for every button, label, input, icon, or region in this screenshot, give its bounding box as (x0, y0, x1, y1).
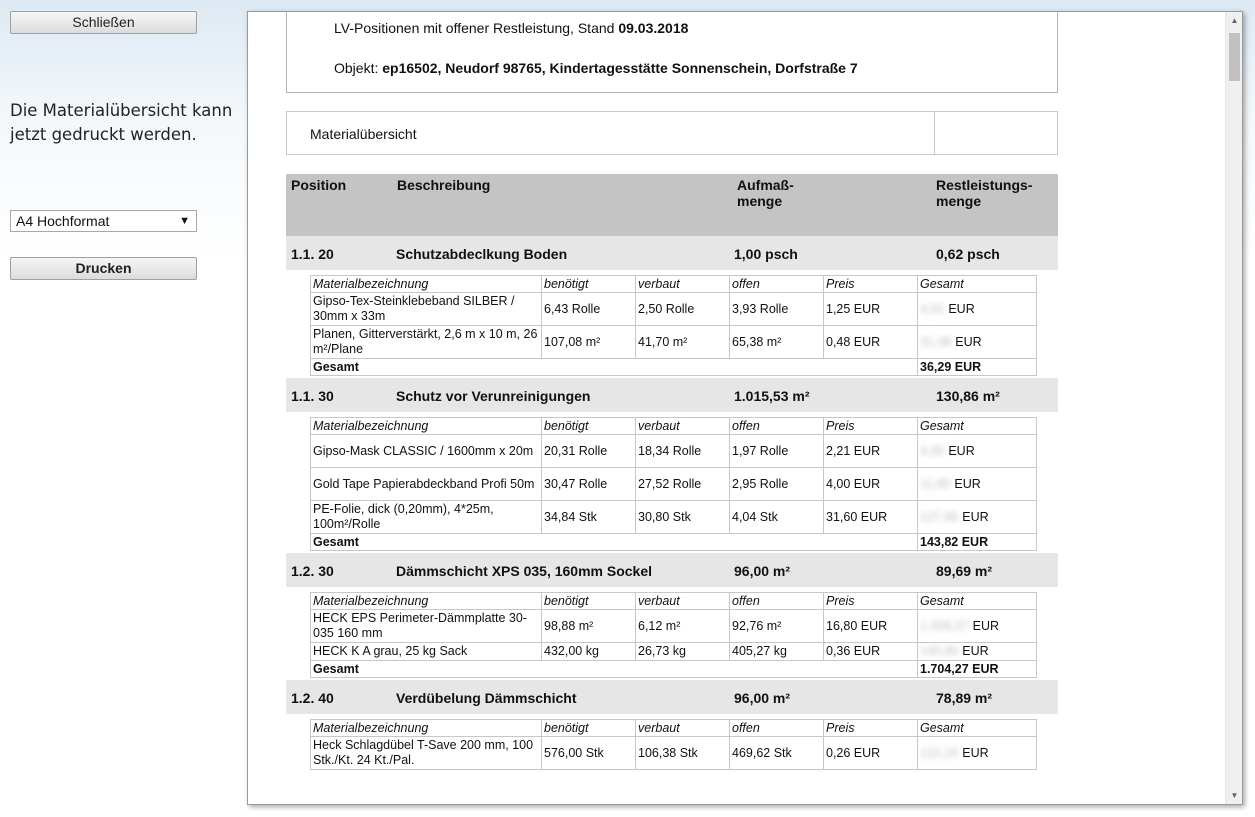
position-restleistung: 89,69 m² (936, 563, 993, 579)
material-header-row (311, 418, 1037, 435)
material-needed: 6,43 Rolle (542, 293, 636, 326)
total-label: Gesamt (311, 359, 918, 376)
col-restleistung: Restleistungs- menge (936, 177, 1033, 209)
material-row (311, 643, 1037, 661)
material-table (310, 275, 1037, 376)
report-status-line (334, 20, 1057, 60)
total-value: 1.704,27 EUR (918, 661, 1037, 678)
position-aufmass: 1,00 psch (734, 246, 798, 262)
positions-table-header (286, 174, 1058, 236)
material-needed: 576,00 Stk (542, 737, 636, 770)
material-col-price: Preis (824, 720, 918, 737)
section-title: Materialübersicht (287, 112, 935, 154)
currency-label: EUR (972, 618, 1000, 633)
position-description: Schutz vor Verunreinigungen (396, 388, 591, 404)
material-open: 3,93 Rolle (730, 293, 824, 326)
material-needed: 20,31 Rolle (542, 435, 636, 468)
material-table (310, 417, 1037, 551)
currency-label: EUR (962, 509, 989, 524)
material-used: 41,70 m² (636, 326, 730, 359)
object-value: ep16502, Neudorf 98765, Kindertagesstätte Sonnenschein, Dorfstraße 7 (382, 60, 858, 76)
material-row (311, 610, 1037, 643)
position-description: Schutzabdeclkung Boden (396, 246, 568, 262)
page-format-value: A4 Hochformat (16, 213, 110, 229)
material-row (311, 737, 1037, 770)
material-needed: 30,47 Rolle (542, 468, 636, 501)
position-row (286, 236, 1058, 270)
material-col-name: Materialbezeichnung (311, 418, 542, 435)
col-description: Beschreibung (397, 177, 491, 193)
material-name: Heck Schlagdübel T-Save 200 mm, 100 Stk./Kt. 24 Kt./Pal. (311, 737, 542, 770)
position-aufmass: 1.015,53 m² (734, 388, 810, 404)
position-number: 1.1. 30 (291, 388, 334, 404)
material-name: Gipso-Mask CLASSIC / 1600mm x 20m (311, 435, 542, 468)
material-open: 1,97 Rolle (730, 435, 824, 468)
total-value: 143,82 EUR (918, 534, 1037, 551)
material-total-row (311, 534, 1037, 551)
material-table-wrap (286, 412, 1058, 553)
section-title-box (286, 111, 1058, 155)
material-used: 2,50 Rolle (636, 293, 730, 326)
scroll-down-icon[interactable]: ▼ (1230, 791, 1239, 800)
close-button[interactable]: Schließen (10, 11, 197, 34)
material-row (311, 435, 1037, 468)
material-total (918, 293, 1037, 326)
total-value: 36,29 EUR (918, 359, 1037, 376)
material-open: 92,76 m² (730, 610, 824, 643)
material-col-open: offen (730, 418, 824, 435)
material-col-price: Preis (824, 418, 918, 435)
material-col-price: Preis (824, 276, 918, 293)
material-row (311, 501, 1037, 534)
material-col-name: Materialbezeichnung (311, 593, 542, 610)
currency-label: EUR (948, 301, 975, 316)
position-restleistung: 78,89 m² (936, 690, 993, 706)
material-table-wrap (286, 270, 1058, 378)
col-position: Position (291, 177, 347, 193)
material-col-used: verbaut (636, 593, 730, 610)
currency-label: EUR (955, 334, 982, 349)
material-needed: 98,88 m² (542, 610, 636, 643)
scroll-thumb[interactable] (1229, 33, 1240, 81)
position-row (286, 553, 1058, 587)
material-col-used: verbaut (636, 720, 730, 737)
print-ready-message: Die Materialübersicht kann jetzt gedruckt werden. (10, 101, 233, 144)
material-price: 16,80 EUR (824, 610, 918, 643)
material-col-used: verbaut (636, 276, 730, 293)
object-label: Objekt: (334, 60, 379, 76)
material-total (918, 326, 1037, 359)
material-col-needed: benötigt (542, 418, 636, 435)
material-open: 65,38 m² (730, 326, 824, 359)
material-row (311, 468, 1037, 501)
report-date: 09.03.2018 (618, 20, 689, 36)
material-col-needed: benötigt (542, 593, 636, 610)
position-restleistung: 0,62 psch (936, 246, 1000, 262)
position-aufmass: 96,00 m² (734, 563, 791, 579)
material-price: 2,21 EUR (824, 435, 918, 468)
material-used: 106,38 Stk (636, 737, 730, 770)
material-col-open: offen (730, 276, 824, 293)
material-table-wrap (286, 714, 1058, 772)
material-header-row (311, 593, 1037, 610)
vertical-scrollbar[interactable] (1225, 12, 1242, 804)
report-header (286, 12, 1058, 93)
report-viewer[interactable] (247, 11, 1243, 805)
page-format-select[interactable] (10, 210, 197, 232)
material-total (918, 501, 1037, 534)
material-row (311, 293, 1037, 326)
report-status-label: LV-Positionen mit offener Restleistung, Stand (334, 20, 615, 36)
material-total (918, 737, 1037, 770)
material-header-row (311, 276, 1037, 293)
col-aufmass: Aufmaß- menge (737, 177, 794, 209)
material-total (918, 435, 1037, 468)
blurred-amount: 11,80 (920, 476, 951, 491)
material-used: 18,34 Rolle (636, 435, 730, 468)
currency-label: EUR (962, 644, 989, 658)
dropdown-arrow-icon: ▼ (179, 215, 190, 227)
scroll-up-icon[interactable]: ▲ (1230, 16, 1239, 25)
material-used: 26,73 kg (636, 643, 730, 661)
currency-label: EUR (948, 443, 975, 458)
material-name: Gipso-Tex-Steinklebeband SILBER / 30mm x 33m (311, 293, 542, 326)
position-row (286, 378, 1058, 412)
material-total-row (311, 359, 1037, 376)
material-name: HECK EPS Perimeter-Dämmplatte 30-035 160 mm (311, 610, 542, 643)
currency-label: EUR (954, 476, 981, 491)
material-col-used: verbaut (636, 418, 730, 435)
material-needed: 107,08 m² (542, 326, 636, 359)
blurred-amount: 4,91 (920, 301, 945, 316)
position-number: 1.2. 40 (291, 690, 334, 706)
material-open: 469,62 Stk (730, 737, 824, 770)
material-row (311, 326, 1037, 359)
material-used: 6,12 m² (636, 610, 730, 643)
material-total (918, 610, 1037, 643)
blurred-amount: 145,90 (920, 644, 959, 658)
material-col-open: offen (730, 720, 824, 737)
print-button[interactable]: Drucken (10, 257, 197, 280)
material-total (918, 643, 1037, 661)
material-total (918, 468, 1037, 501)
material-col-total: Gesamt (918, 593, 1037, 610)
position-aufmass: 96,00 m² (734, 690, 791, 706)
material-price: 0,48 EUR (824, 326, 918, 359)
material-open: 405,27 kg (730, 643, 824, 661)
material-col-price: Preis (824, 593, 918, 610)
material-used: 27,52 Rolle (636, 468, 730, 501)
position-description: Dämmschicht XPS 035, 160mm Sockel (396, 563, 653, 579)
blurred-amount: 122,10 (920, 745, 959, 760)
material-price: 0,36 EUR (824, 643, 918, 661)
material-open: 4,04 Stk (730, 501, 824, 534)
material-col-total: Gesamt (918, 418, 1037, 435)
material-col-total: Gesamt (918, 276, 1037, 293)
blurred-amount: 4,35 (920, 443, 945, 458)
material-price: 0,26 EUR (824, 737, 918, 770)
positions-list (286, 236, 1058, 772)
material-price: 4,00 EUR (824, 468, 918, 501)
material-price: 1,25 EUR (824, 293, 918, 326)
position-number: 1.2. 30 (291, 563, 334, 579)
position-description: Verdübelung Dämmschicht (396, 690, 577, 706)
report-object-line (334, 60, 1057, 76)
material-needed: 432,00 kg (542, 643, 636, 661)
material-open: 2,95 Rolle (730, 468, 824, 501)
material-col-total: Gesamt (918, 720, 1037, 737)
material-header-row (311, 720, 1037, 737)
material-table-wrap (286, 587, 1058, 680)
currency-label: EUR (962, 745, 989, 760)
total-label: Gesamt (311, 661, 918, 678)
material-name: Gold Tape Papierabdeckband Profi 50m (311, 468, 542, 501)
material-name: HECK K A grau, 25 kg Sack (311, 643, 542, 661)
report-page (286, 12, 1058, 772)
material-col-name: Materialbezeichnung (311, 276, 542, 293)
material-table (310, 719, 1037, 770)
total-label: Gesamt (311, 534, 918, 551)
material-col-needed: benötigt (542, 276, 636, 293)
material-needed: 34,84 Stk (542, 501, 636, 534)
material-used: 30,80 Stk (636, 501, 730, 534)
blurred-amount: 1.558,37 (920, 618, 969, 633)
material-table (310, 592, 1037, 678)
material-col-needed: benötigt (542, 720, 636, 737)
material-col-name: Materialbezeichnung (311, 720, 542, 737)
position-row (286, 680, 1058, 714)
blurred-amount: 127,66 (920, 509, 959, 524)
blurred-amount: 31,38 (920, 334, 952, 349)
position-number: 1.1. 20 (291, 246, 334, 262)
position-restleistung: 130,86 m² (936, 388, 1000, 404)
material-col-open: offen (730, 593, 824, 610)
material-name: Planen, Gitterverstärkt, 2,6 m x 10 m, 26 m²/Plane (311, 326, 542, 359)
material-name: PE-Folie, dick (0,20mm), 4*25m, 100m²/Rolle (311, 501, 542, 534)
material-total-row (311, 661, 1037, 678)
material-price: 31,60 EUR (824, 501, 918, 534)
